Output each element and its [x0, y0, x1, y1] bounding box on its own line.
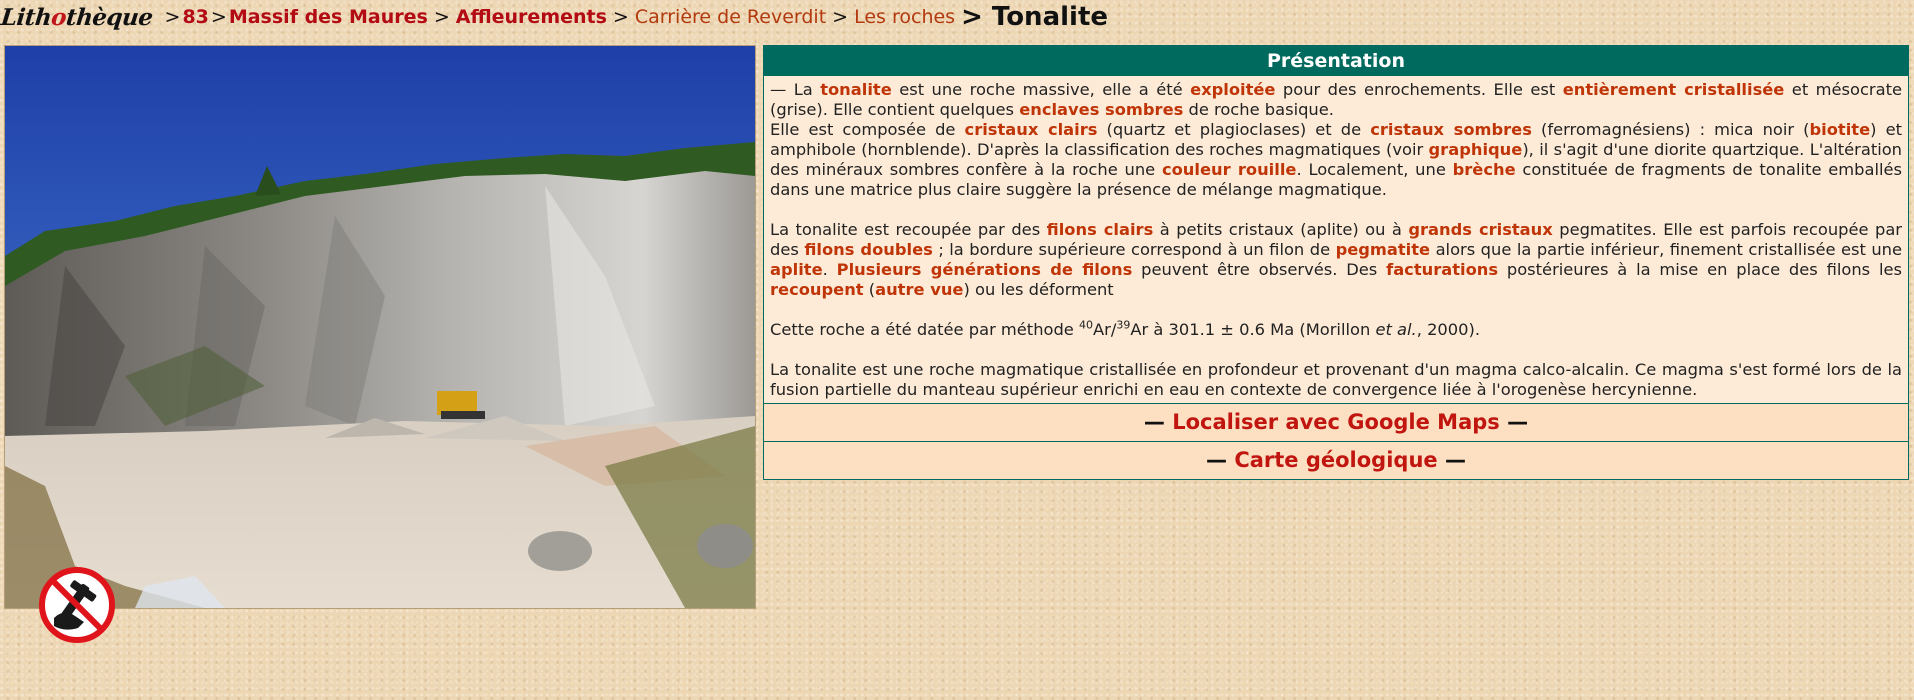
breadcrumb-separator: > — [612, 6, 629, 28]
keyword-link-filons-doubles[interactable]: filons doubles — [804, 240, 933, 259]
keyword-link-exploitee[interactable]: exploitée — [1190, 80, 1276, 99]
keyword-link-tonalite[interactable]: tonalite — [820, 80, 892, 99]
keyword-link-pegmatite[interactable]: pegmatite — [1335, 240, 1431, 259]
breadcrumb-dept-link[interactable]: 83 — [182, 6, 209, 28]
no-hammer-icon — [38, 566, 116, 644]
presentation-panel — [763, 45, 1909, 480]
keyword-link-couleur-rouille[interactable]: couleur rouille — [1161, 160, 1297, 179]
lithotheque-logo[interactable]: Lithothèque — [0, 3, 154, 31]
presentation-text — [764, 76, 1908, 403]
quarry-photo[interactable] — [4, 45, 756, 609]
presentation-header: Présentation — [764, 46, 1908, 76]
carte-geologique-link[interactable]: Carte géologique — [1234, 448, 1445, 472]
keyword-link-generations-filons[interactable]: Plusieurs générations de filons — [836, 260, 1133, 279]
breadcrumb — [0, 0, 1914, 34]
keyword-link-grands-cristaux[interactable]: grands cristaux — [1408, 220, 1553, 239]
keyword-link-breche[interactable]: brèche — [1452, 160, 1516, 179]
keyword-link-cristaux-sombres[interactable]: cristaux sombres — [1370, 120, 1532, 139]
breadcrumb-roches-link[interactable]: Les roches — [854, 6, 956, 28]
keyword-link-enclaves-sombres[interactable]: enclaves sombres — [1019, 100, 1184, 119]
breadcrumb-massif-link[interactable]: Massif des Maures — [228, 6, 428, 28]
carte-geologique-row: — Carte géologique — — [764, 441, 1908, 479]
breadcrumb-separator: > — [832, 6, 849, 28]
keyword-link-cristaux-clairs[interactable]: cristaux clairs — [964, 120, 1098, 139]
breadcrumb-affleurements-link[interactable]: Affleurements — [455, 6, 607, 28]
keyword-link-graphique[interactable]: graphique — [1428, 140, 1523, 159]
paragraph-datation: Cette roche a été datée par méthode $^{40}$Ar/$^{39}$Ar à 301.1 ± 0.6 Ma (Morillon et al., 2000). — [770, 318, 1481, 339]
keyword-link-facturations[interactable]: facturations — [1386, 260, 1499, 279]
breadcrumb-separator: > — [210, 6, 227, 28]
page-title: > Tonalite — [961, 2, 1109, 32]
google-maps-link[interactable]: Localiser avec Google Maps — [1172, 410, 1508, 434]
breadcrumb-separator: > — [164, 6, 181, 28]
keyword-link-recoupent[interactable]: recoupent — [770, 280, 864, 299]
keyword-link-filons-clairs[interactable]: filons clairs — [1046, 220, 1154, 239]
breadcrumb-carriere-link[interactable]: Carrière de Reverdit — [634, 6, 827, 28]
keyword-link-entierement-cristallisee[interactable]: entièrement cristallisée — [1562, 80, 1785, 99]
google-maps-row: — Localiser avec Google Maps — — [764, 403, 1908, 441]
paragraph-description: — La tonalite est une roche massive, elle a été exploitée pour des enrochements. Elle est entièrement cristallisée et mésocrate (grise). Elle contient quelques enclaves sombres de roche basique. Elle est composée de cristaux clairs (quartz et plagioclases) et de cristaux sombres (ferromagnésiens) : mica noir (biotite) et amphibole (hornblende). D'après la classification des roches magmatiques (voir graphique), il s'agit d'une diorite quartzique. L'altération des minéraux sombres confère à la roche une couleur rouille. Localement, une brèche constituée de fragments de tonalite emballés dans une matrice plus claire suggère la présence de mélange magmatique. — [770, 80, 1903, 199]
keyword-link-biotite[interactable]: biotite — [1809, 120, 1871, 139]
keyword-link-autre-vue[interactable]: autre vue — [875, 280, 964, 299]
paragraph-origine: La tonalite est une roche magmatique cristallisée en profondeur et provenant d'un magma calco-alcalin. Ce magma s'est formé lors de la fusion partielle du manteau supérieur enrichi en eau en contexte de convergence liée à l'orogenèse hercynienne. — [770, 360, 1902, 399]
keyword-link-aplite[interactable]: aplite — [770, 260, 823, 279]
paragraph-filons: La tonalite est recoupée par des filons clairs à petits cristaux (aplite) ou à grands cristaux pegmatites. Elle est parfois recoupée par des filons doubles ; la bordure supérieure correspond à un filon de pegmatite alors que la partie inférieur, finement cristallisée est une aplite. Plusieurs générations de filons peuvent être observés. Des facturations postérieures à la mise en place des filons les recoupent (autre vue) ou les déforment — [770, 220, 1903, 299]
breadcrumb-separator: > — [433, 6, 450, 28]
